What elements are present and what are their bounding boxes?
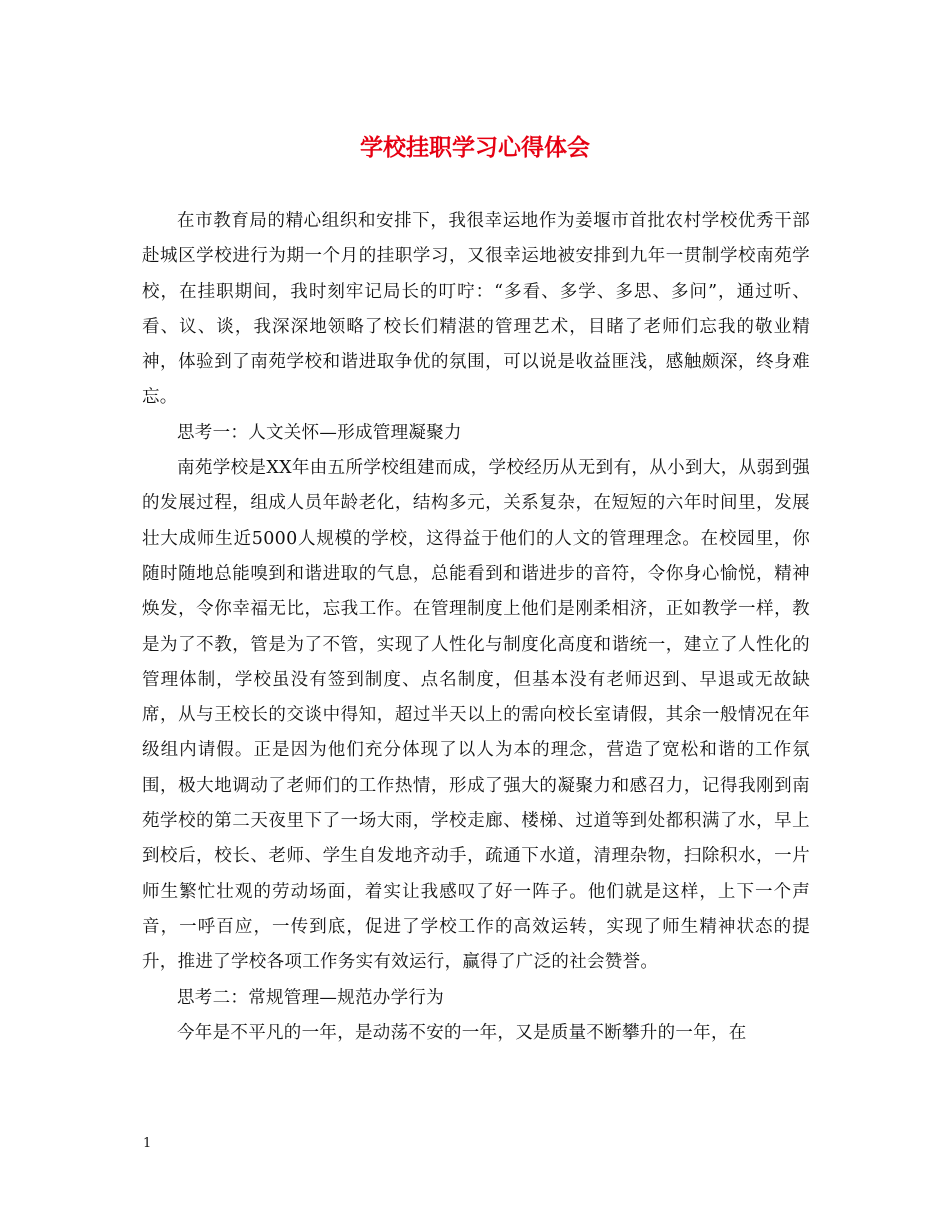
- paragraph-section-1: 南苑学校是XX年由五所学校组建而成，学校经历从无到有，从小到大，从弱到强的发展过程，组成人员年龄老化，结构多元，关系复杂，在短短的六年时间里，发展壮大成师生近5000人规模的学校，这得益于他们的人文的管理理念。在校园里，你随时随地总能嗅到和谐进取的气息，总能看到和谐进步的音符，令你身心愉悦，精神焕发，令你幸福无比，忘我工作。在管理制度上他们是刚柔相济，正如教学一样，教是为了不教，管是为了不管，实现了人性化与制度化高度和谐统一，建立了人性化的管理体制，学校虽没有签到制度、点名制度，但基本没有老师迟到、早退或无故缺席，从与王校长的交谈中得知，超过半天以上的需向校长室请假，其余一般情况在年级组内请假。正是因为他们充分体现了以人为本的理念，营造了宽松和谐的工作氛围，极大地调动了老师们的工作热情，形成了强大的凝聚力和感召力，记得我刚到南苑学校的第二天夜里下了一场大雨，学校走廊、楼梯、过道等到处都积满了水，早上到校后，校长、老师、学生自发地齐动手，疏通下水道，清理杂物，扫除积水，一片师生繁忙壮观的劳动场面，着实让我感叹了好一阵子。他们就是这样，上下一个声音，一呼百应，一传到底，促进了学校工作的高效运转，实现了师生精神状态的提升，推进了学校各项工作务实有效运行，赢得了广泛的社会赞誉。: [142, 458, 810, 973]
- document-body: [142, 204, 810, 1051]
- paragraph-intro: 在市教育局的精心组织和安排下，我很幸运地作为姜堰市首批农村学校优秀干部赴城区学校进行为期一个月的挂职学习，又很幸运地被安排到九年一贯制学校南苑学校，在挂职期间，我时刻牢记局长的叮咛：“多看、多学、多思、多问”，通过听、看、议、谈，我深深地领略了校长们精湛的管理艺术，目睹了老师们忘我的敬业精神，体验到了南苑学校和谐进取争优的氛围，可以说是收益匪浅，感触颇深，终身难忘。: [142, 211, 810, 408]
- section-heading-2: 思考二：常规管理—规范办学行为: [177, 987, 444, 1008]
- section-heading-1: 思考一：人文关怀—形成管理凝聚力: [177, 422, 462, 443]
- paragraph-section-2: 今年是不平凡的一年，是动荡不安的一年，又是质量不断攀升的一年，在: [177, 1022, 747, 1043]
- page-number: 1: [143, 1136, 152, 1151]
- document-title: 学校挂职学习心得体会: [360, 134, 590, 161]
